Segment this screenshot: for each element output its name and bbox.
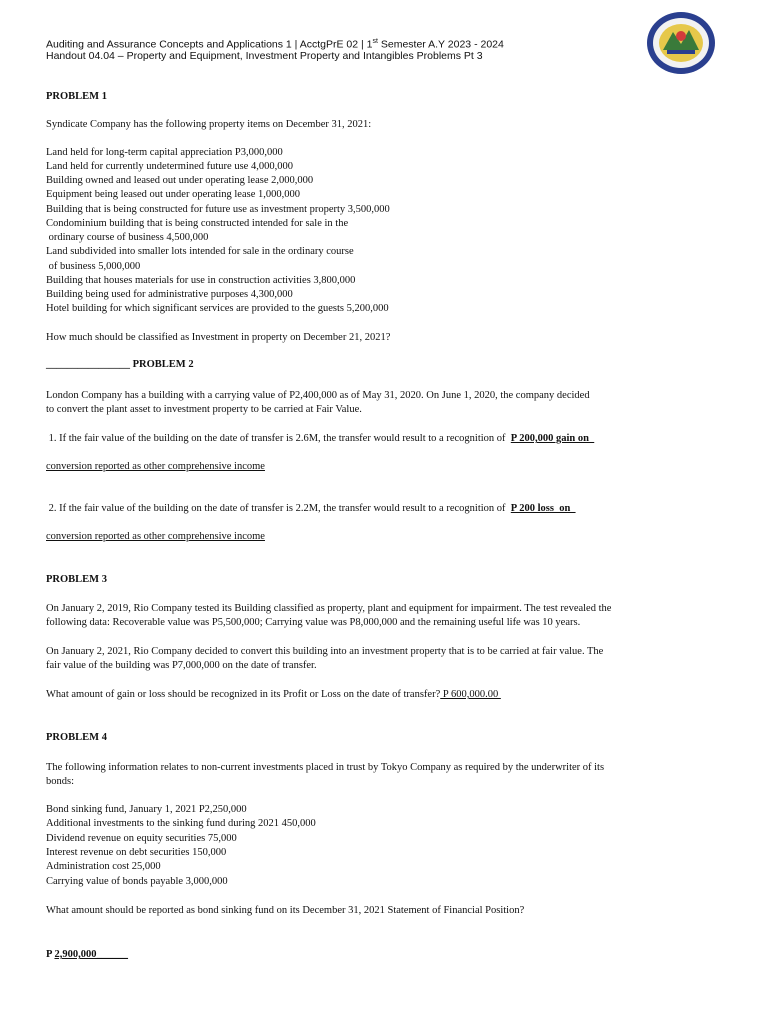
answer-4: P 2,900,000______ xyxy=(46,949,128,960)
answer-blank: ________________ xyxy=(46,359,130,370)
list-item: Land held for long-term capital appreciation P3,000,000 xyxy=(46,147,283,158)
list-item: Land held for currently undetermined future use 4,000,000 xyxy=(46,161,293,172)
list-item: Building being used for administrative purposes 4,300,000 xyxy=(46,289,293,300)
list-item: Hotel building for which significant services are provided to the guests 5,200,000 xyxy=(46,303,389,314)
list-item: Building that is being constructed for future use as investment property 3,500,000 xyxy=(46,204,390,215)
answer-3: P 600,000.00 xyxy=(440,689,501,700)
list-item: Condominium building that is being constructed intended for sale in the xyxy=(46,218,349,229)
list-item: Bond sinking fund, January 1, 2021 P2,250,000 xyxy=(46,804,247,815)
problem-2-intro-1: London Company has a building with a carrying value of P2,400,000 as of May 31, 2020. On June 1, 2020, the company decided xyxy=(46,390,590,401)
answer-2-continuation: conversion reported as other comprehensive income xyxy=(46,531,265,542)
header-line-2: Handout 04.04 – Property and Equipment, Investment Property and Intangibles Problems Pt 3 xyxy=(46,50,483,62)
problem-1-intro: Syndicate Company has the following property items on December 31, 2021: xyxy=(46,119,372,130)
list-item: ordinary course of business 4,500,000 xyxy=(46,232,209,243)
problem-3-para-1a: On January 2, 2019, Rio Company tested its Building classified as property, plant and equipment for impairment. The test revealed the xyxy=(46,603,612,614)
answer-2: P 200 loss on xyxy=(510,503,576,514)
list-item: Administration cost 25,000 xyxy=(46,861,161,872)
list-item: Additional investments to the sinking fund during 2021 450,000 xyxy=(46,818,316,829)
problem-4-title: PROBLEM 4 xyxy=(46,732,107,743)
problem-4-intro-2: bonds: xyxy=(46,776,75,787)
problem-2-title: ________________ PROBLEM 2 xyxy=(46,359,194,370)
list-item: Land subdivided into smaller lots intended for sale in the ordinary course xyxy=(46,246,354,257)
problem-3-para-2a: On January 2, 2021, Rio Company decided to convert this building into an investment property that is to be carried at fair value. The xyxy=(46,646,604,657)
answer-1-continuation: conversion reported as other comprehensive income xyxy=(46,461,265,472)
problem-4-question: What amount should be reported as bond sinking fund on its December 31, 2021 Statement of Financial Position? xyxy=(46,905,525,916)
college-seal-icon xyxy=(645,10,717,76)
problem-1-question: How much should be classified as Investment in property on December 21, 2021? xyxy=(46,332,391,343)
list-item: Building owned and leased out under operating lease 2,000,000 xyxy=(46,175,314,186)
list-item: Equipment being leased out under operating lease 1,000,000 xyxy=(46,189,300,200)
header-line-1: Auditing and Assurance Concepts and Applications 1 | AcctgPrE 02 | 1st Semester A.Y 2023 - 2024 xyxy=(46,38,504,51)
list-item: Dividend revenue on equity securities 75,000 xyxy=(46,833,237,844)
problem-3-title: PROBLEM 3 xyxy=(46,574,107,585)
problem-4-intro-1: The following information relates to non-current investments placed in trust by Tokyo Company as required by the underwriter of its xyxy=(46,762,605,773)
problem-3-question: What amount of gain or loss should be recognized in its Profit or Loss on the date of transfer? P 600,000.00 xyxy=(46,689,501,700)
list-item: of business 5,000,000 xyxy=(46,261,141,272)
problem-2-question-2: 2. If the fair value of the building on the date of transfer is 2.2M, the transfer would result to a recognition of P 200 loss on xyxy=(46,503,576,514)
list-item: Interest revenue on debt securities 150,000 xyxy=(46,847,227,858)
problem-1-title: PROBLEM 1 xyxy=(46,91,107,102)
problem-2-intro-2: to convert the plant asset to investment property to be carried at Fair Value. xyxy=(46,404,362,415)
problem-3-para-1b: following data: Recoverable value was P5,500,000; Carrying value was P8,000,000 and the remaining useful life was 10 years. xyxy=(46,617,581,628)
problem-3-para-2b: fair value of the building was P7,000,000 on the date of transfer. xyxy=(46,660,317,671)
answer-1: P 200,000 gain on xyxy=(510,433,595,444)
list-item: Carrying value of bonds payable 3,000,000 xyxy=(46,876,228,887)
list-item: Building that houses materials for use in construction activities 3,800,000 xyxy=(46,275,356,286)
problem-2-question-1: 1. If the fair value of the building on the date of transfer is 2.6M, the transfer would result to a recognition of P 200,000 gain on xyxy=(46,433,595,444)
